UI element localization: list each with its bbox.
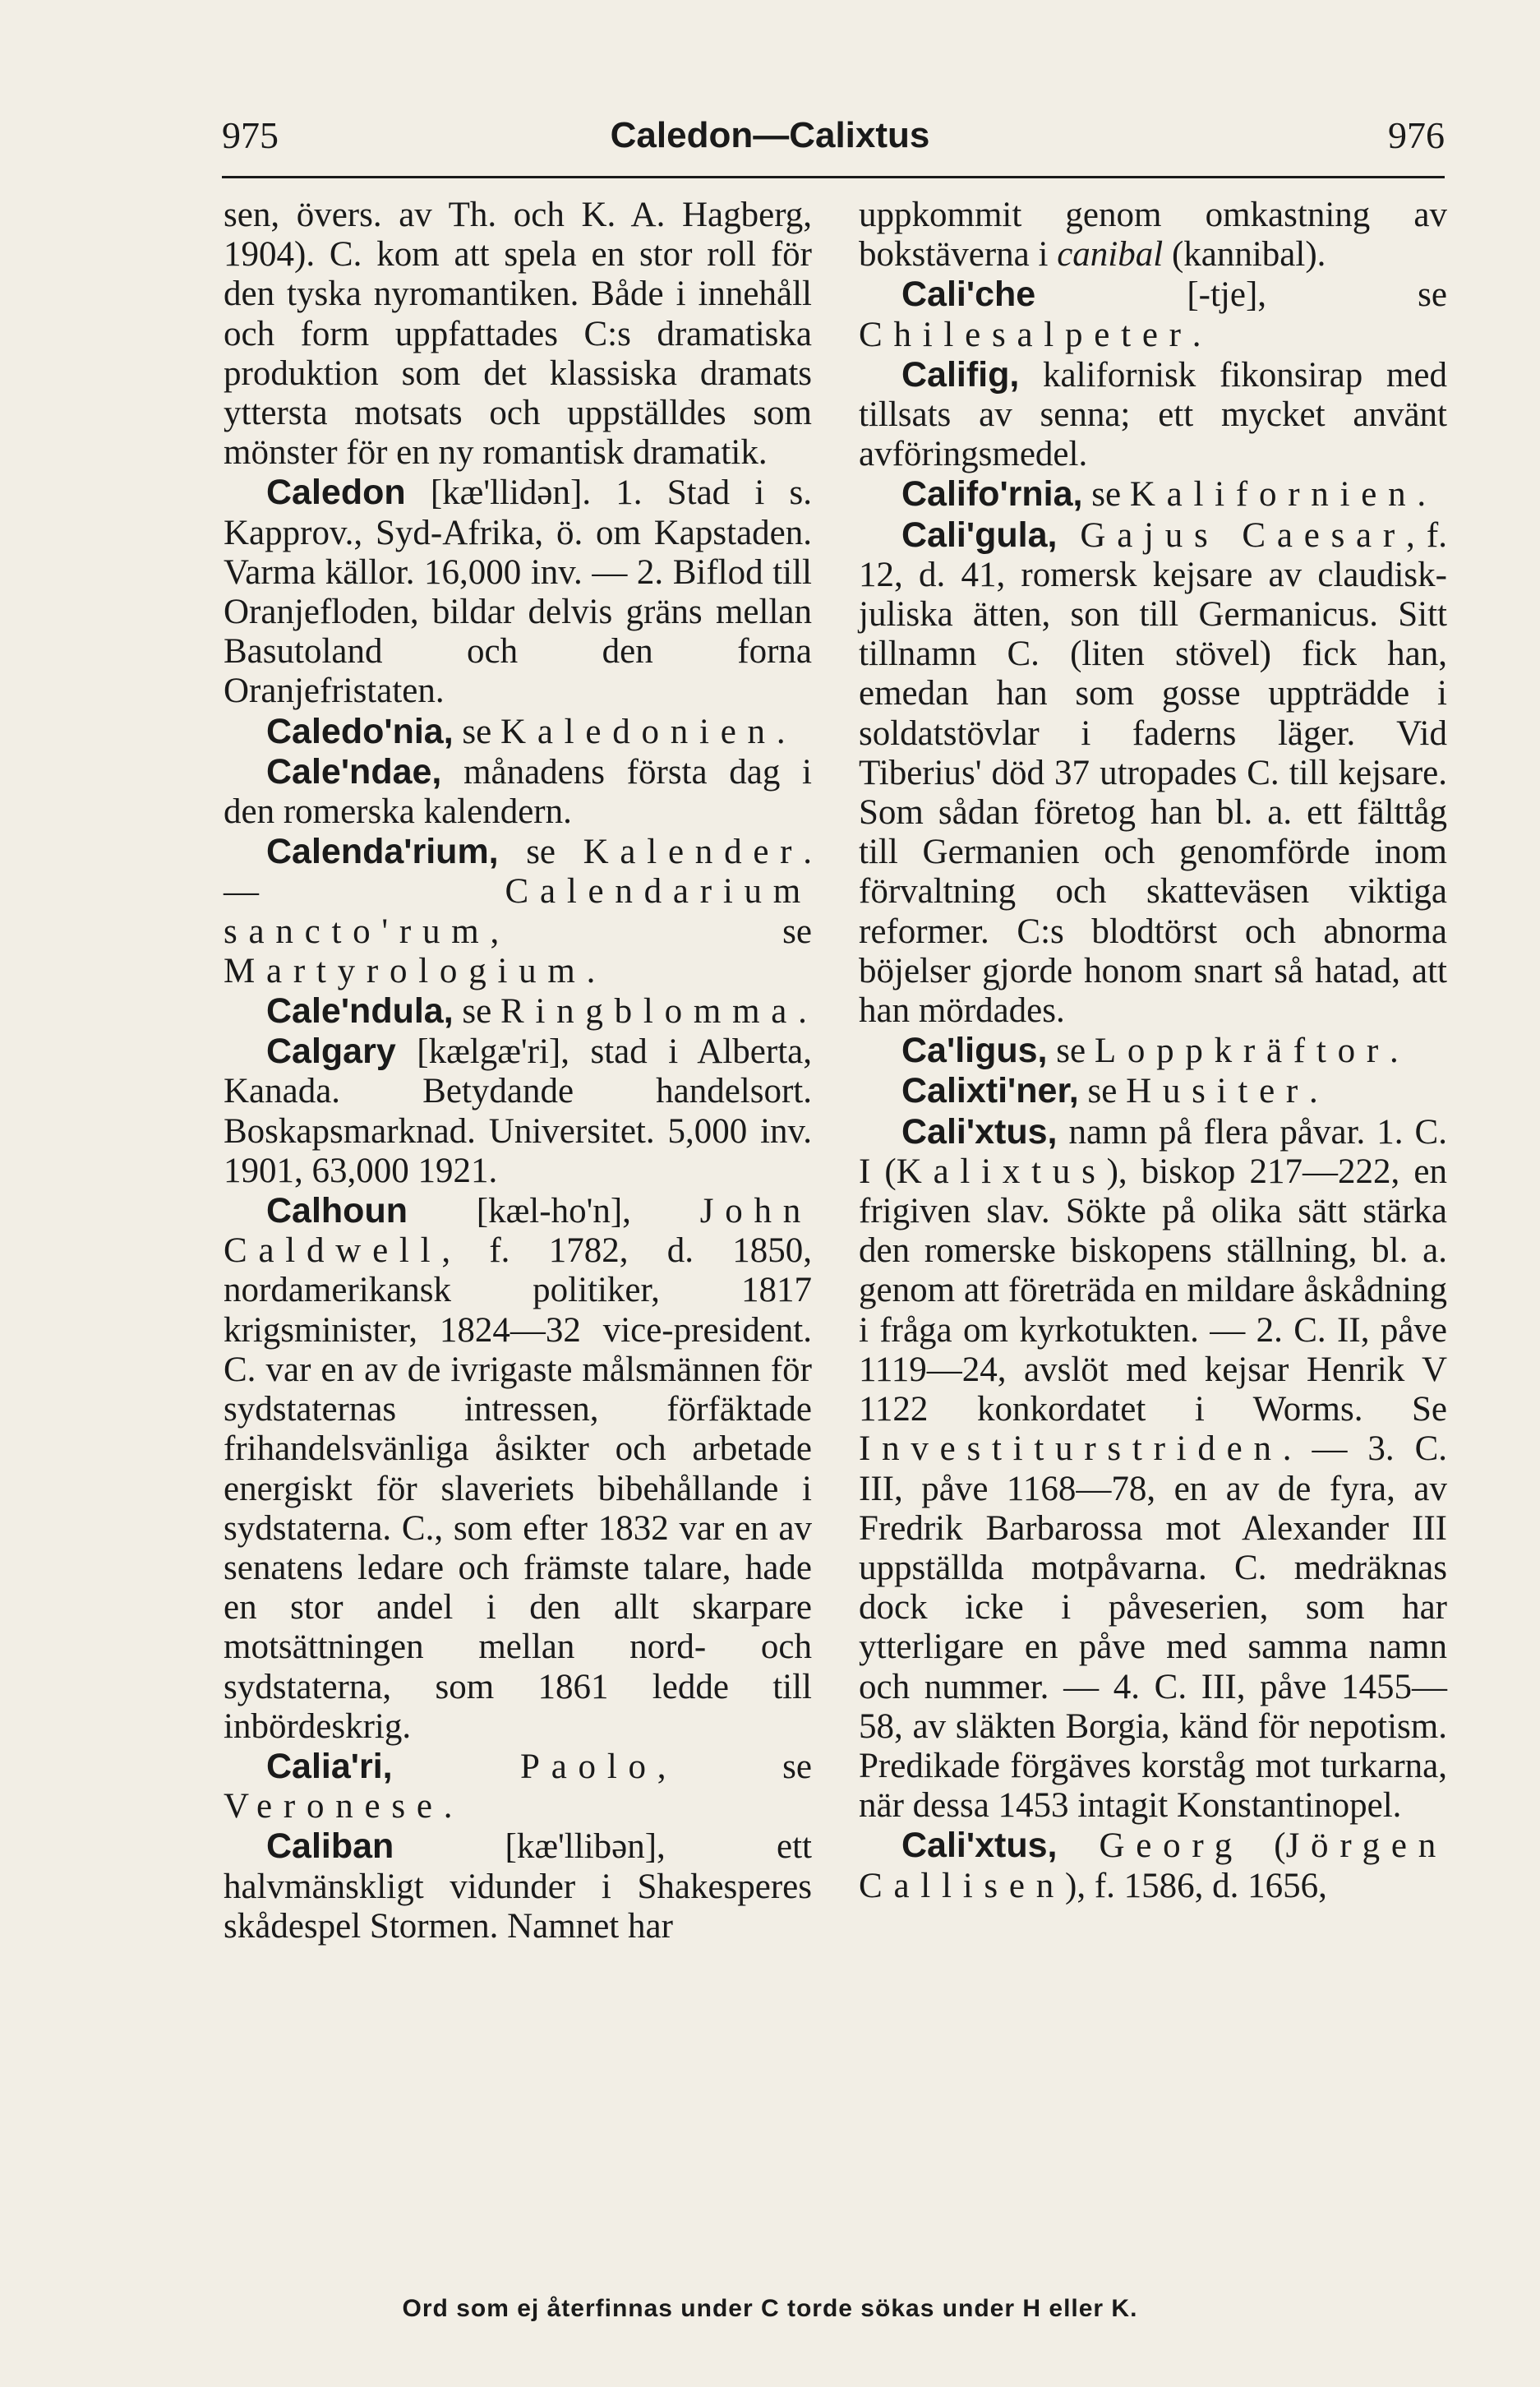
cross-reference: Kalifornien [1129, 475, 1418, 515]
entry-calgary [224, 1032, 812, 1191]
page-footnote: Ord som ej återfinnas under C torde sökas under H eller K. [402, 2295, 1138, 2322]
entry-caledon [224, 473, 812, 711]
entry-calendula [224, 991, 812, 1032]
cross-reference: Chilesalpeter [859, 315, 1192, 354]
entry-text: . [586, 951, 596, 990]
entry-text: , se [657, 1747, 812, 1786]
entry-caliari [224, 1747, 812, 1826]
entry-caligula [859, 515, 1447, 1032]
entry-text: se [453, 992, 500, 1032]
entry-calhoun [224, 1191, 812, 1747]
entry-text: se [1082, 475, 1130, 515]
cross-reference: Loppkräftor [1094, 1032, 1390, 1071]
cross-reference: Calendarium sancto'rum [224, 872, 812, 951]
entry-continuation [224, 196, 812, 473]
entry-text: . [1389, 1032, 1399, 1071]
entry-text: sen, övers. av Th. och K. A. Hagberg, 1904). C. kom att spela en stor roll för den tyska nyromantiken. Både i innehåll och form uppfattades C:s dramatiska produktion som det klassiska dramats yttersta motsats och uppställdes som mönster för en ny romantisk dramatik. [224, 196, 812, 473]
entry-text: . [798, 992, 807, 1032]
headword: Ca'ligus, [901, 1031, 1048, 1071]
headword: Cali'che [901, 275, 1036, 315]
entry-text: , f. 1782, d. 1850, nordamerikansk politiker, 1817 krigsminister, 1824—32 vice-president. C. var en av de ivrigaste målsmännen för sydstaternas intressen, förfäktade frihandelsvänliga åsikter och arbetade energiskt för slaveriets bibehållande i sydstaterna. C., som efter 1832 var en av senatens ledare och främste talare, hade en stor andel i den allt skarpare motsättningen mellan nord- och sydstaterna, som 1861 ledde till inbördeskrig. [224, 1231, 812, 1746]
right-column [859, 196, 1447, 1906]
entry-text: namn på flera påvar. 1. C. I ( [859, 1112, 1447, 1191]
entry-text: . [776, 712, 786, 751]
cross-reference: Martyrologium [224, 951, 587, 990]
headword: Calgary [266, 1032, 396, 1072]
entry-calendae [224, 752, 812, 832]
entry-text: [kæ'llidən]. 1. Stad i s. Kapprov., Syd-Afrika, ö. om Kapstaden. Varma källor. 16,000 inv. — 2. Biflod till Oranjefloden, bildar delvis gräns mellan Basutoland och den forna Oranjefristaten. [224, 473, 812, 711]
entry-text: se [498, 833, 583, 872]
person-name: Kalixtus [896, 1152, 1107, 1191]
entry-text: se [453, 712, 500, 751]
entry-continuation [859, 196, 1447, 275]
entry-text: , se [490, 912, 812, 951]
entry-text: . — [224, 833, 812, 912]
cross-reference: Kaledonien [500, 712, 777, 751]
person-name: Georg [1057, 1826, 1243, 1866]
entry-text: , f. 12, d. 41, romersk kejsare av claudisk-juliska ätten, son till Germanicus. Sitt tillnamn C. (liten stövel) fick han, emedan han som gosse uppträdde i soldatstövlar i faderns läger. Vid Tiberius' död 37 utropades C. till kejsare. Som sådan företog han bl. a. ett fälttåg till Germanien och genomförde inom förvaltning och skatteväsen viktiga reformer. C:s blodtörst och abnorma böjelser gjorde honom snart så hatad, att han mördades. [859, 515, 1447, 1031]
person-name: Paolo [392, 1747, 657, 1786]
cross-reference: Veronese [224, 1787, 444, 1826]
entry-calixtus [859, 1112, 1447, 1826]
entry-text: ( [1243, 1826, 1286, 1866]
headword: Cali'xtus, [901, 1826, 1058, 1866]
entry-text: [-tje], se [1035, 275, 1447, 315]
headword: Caledo'nia, [266, 711, 454, 751]
entry-text: . [1417, 475, 1427, 515]
entry-california [859, 474, 1447, 515]
headword: Calhoun [266, 1191, 408, 1231]
cross-reference: Investiturstriden [859, 1429, 1283, 1469]
entry-calendarium [224, 832, 812, 991]
headword: Calia'ri, [266, 1746, 393, 1786]
headword: Califig, [901, 354, 1020, 395]
cross-reference: Husiter [1126, 1072, 1309, 1111]
person-name: John Caldwell [224, 1192, 812, 1271]
headword: Califo'rnia, [901, 474, 1083, 515]
entry-text: kalifornisk fikonsirap med tillsats av senna; ett mycket använt avföringsmedel. [859, 355, 1447, 474]
entry-text: . [1192, 315, 1201, 354]
entry-text: [kæl-ho'n], [407, 1192, 700, 1231]
headword: Caliban [266, 1826, 394, 1867]
entry-text: ), biskop 217—222, en frigiven slav. Sökte på olika sätt stärka den romerske biskopens ställning, bl. a. genom att företräda en mildare åskådning i fråga om kyrkotukten. — 2. C. II, påve 1119—24, avslöt med kejsar Henrik V 1122 konkordatet i Worms. Se [859, 1152, 1447, 1429]
person-name: Gajus Caesar [1057, 515, 1406, 555]
entry-text: ), f. 1586, d. 1656, [1065, 1866, 1327, 1905]
entry-text: . — 3. C. III, påve 1168—78, en av de fyra, av Fredrik Barbarossa mot Alexander III uppställda motpåvarna. C. medräknas dock icke i påveserien, som har ytterligare en påve med samma namn och nummer. — 4. C. III, påve 1455—58, av släkten Borgia, känd för nepotism. Predikade förgäves korståg mot turkarna, när dessa 1453 intagit Konstantinopel. [859, 1429, 1447, 1826]
cross-reference: Ringblomma [500, 992, 799, 1032]
header-rule [222, 176, 1445, 178]
headword: Caledon [266, 473, 406, 513]
running-head: Caledon—Calixtus [610, 115, 930, 155]
entry-calixtus-georg [859, 1826, 1447, 1905]
entry-text: se [1078, 1072, 1127, 1111]
cross-reference: Kalender [583, 833, 804, 872]
page-number-right: 976 [1388, 114, 1445, 156]
entry-text: . [443, 1787, 453, 1826]
entry-text: månadens första dag i den romerska kalendern. [224, 752, 812, 832]
entry-text: . [1309, 1072, 1318, 1111]
entry-text: [kælgæ'ri], stad i Alberta, Kanada. Betydande handelsort. Boskapsmarknad. Universitet. 5,000 inv. 1901, 63,000 1921. [224, 1032, 812, 1190]
person-name: Jörgen Callisen [859, 1826, 1447, 1905]
headword: Cale'ndula, [266, 991, 454, 1032]
headword: Calixti'ner, [901, 1071, 1079, 1111]
entry-text: [kæ'llibən], ett halvmänskligt vidunder i Shakesperes skådespel Stormen. Namnet har [224, 1827, 812, 1946]
headword: Cale'ndae, [266, 751, 442, 792]
entry-text: se [1047, 1032, 1095, 1071]
entry-text: (kannibal). [1163, 235, 1326, 275]
entry-califig [859, 355, 1447, 475]
page-number-left: 975 [222, 114, 279, 156]
entry-calixtiner [859, 1071, 1447, 1111]
left-column [224, 196, 812, 1946]
headword: Calenda'rium, [266, 832, 499, 872]
entry-caliban [224, 1826, 812, 1946]
entry-caliche [859, 275, 1447, 354]
entry-text: uppkommit genom omkastning av bokstäverna i [859, 196, 1447, 275]
entry-caledonia [224, 712, 812, 752]
entry-caligus [859, 1031, 1447, 1071]
headword: Cali'xtus, [901, 1111, 1058, 1152]
italic-word: canibal [1057, 235, 1164, 275]
headword: Cali'gula, [901, 515, 1058, 555]
